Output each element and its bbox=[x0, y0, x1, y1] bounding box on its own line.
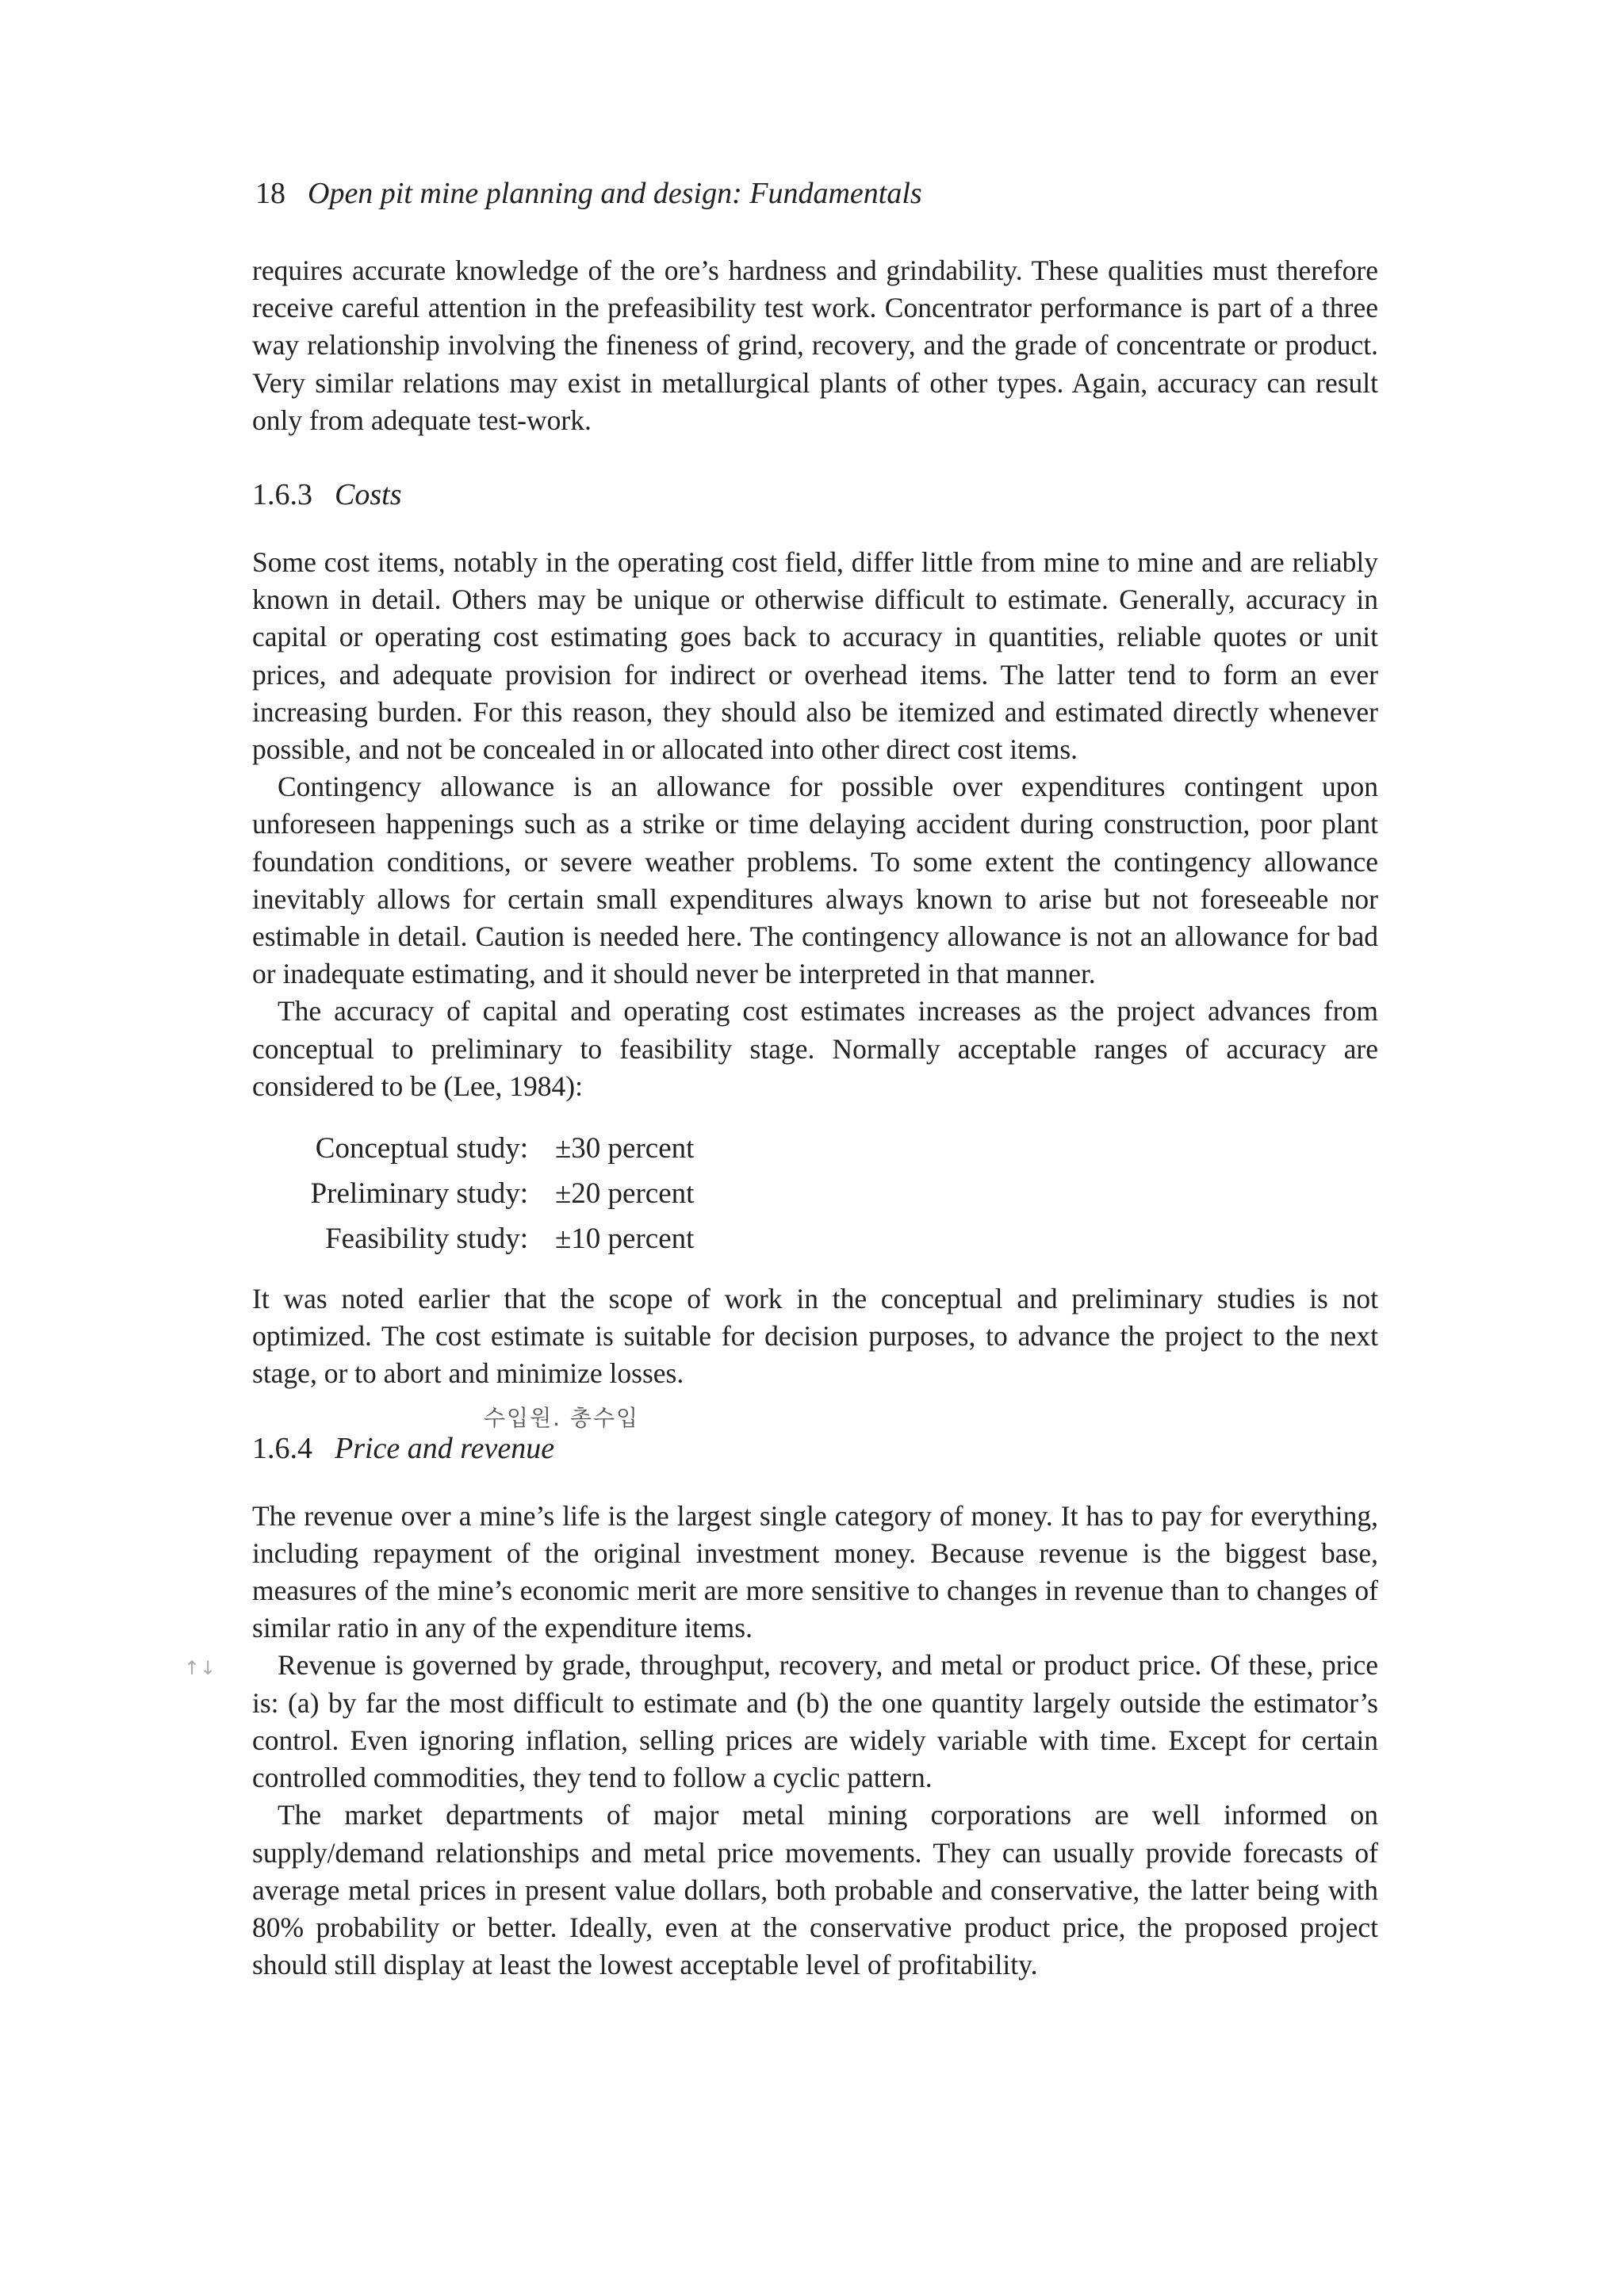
paragraph: It was noted earlier that the scope of work in the conceptual and preliminary studies is not optimized. The cost estimate is suitable for decision purposes, to advance the project to the next stage, or to abort and minimize losses. bbox=[252, 1283, 1378, 1390]
book-title: Open pit mine planning and design: Fundamentals bbox=[308, 177, 922, 210]
section-heading-costs bbox=[252, 476, 1378, 514]
accuracy-row bbox=[252, 1126, 1378, 1171]
section-title: Costs bbox=[335, 478, 402, 512]
page-number: 18 bbox=[255, 177, 285, 210]
paragraph: requires accurate knowledge of the ore’s hardness and grindability. These qualities must therefore receive careful attention in the prefeasibility test work. Concentrator performance is part of a three way relationship involving the fineness of grind, recovery, and the grade of concentrate or product. Very similar relations may exist in metallurgical plants of other types. Again, accuracy can result only from adequate test-work. bbox=[252, 254, 1378, 436]
section-number: 1.6.3 bbox=[252, 478, 312, 512]
paragraph: Some cost items, notably in the operating cost field, differ little from mine to mine and are reliably known in detail. Others may be unique or otherwise difficult to estimate. Generally, accuracy in capital or operating cost estimating goes back to accuracy in quantities, reliable quotes or unit prices, and adequate provision for indirect or overhead items. The latter tend to form an ever increasing burden. For this reason, they should also be itemized and estimated directly whenever possible, and not be concealed in or allocated into other direct cost items. bbox=[252, 546, 1378, 766]
accuracy-value: ±20 percent bbox=[555, 1177, 695, 1211]
accuracy-value: ±30 percent bbox=[555, 1132, 695, 1165]
paragraph: The accuracy of capital and operating cost estimates increases as the project advances from conceptual to preliminary to feasibility stage. Normally acceptable ranges of accuracy are considered to be (Lee, 1984): bbox=[252, 995, 1378, 1102]
handwritten-note: 수입원. 총수입 bbox=[484, 1404, 640, 1431]
body-text bbox=[252, 252, 1378, 1984]
study-label: Conceptual study: bbox=[315, 1132, 528, 1165]
margin-pencil-mark: ↑↓ bbox=[184, 1657, 216, 1679]
section-heading-price-revenue bbox=[252, 1429, 1378, 1468]
section-number: 1.6.4 bbox=[252, 1431, 312, 1465]
running-header bbox=[255, 176, 922, 211]
accuracy-row bbox=[252, 1216, 1378, 1261]
handwritten-annotation bbox=[252, 1402, 1378, 1429]
accuracy-value: ±10 percent bbox=[555, 1223, 695, 1256]
accuracy-ranges-list bbox=[252, 1126, 1378, 1261]
study-label: Preliminary study: bbox=[310, 1177, 528, 1211]
section-title: Price and revenue bbox=[335, 1431, 555, 1465]
paragraph: Contingency allowance is an allowance for possible over expenditures contingent upon unforeseen happenings such as a strike or time delaying accident during construction, poor plant foundation conditions, or severe weather problems. To some extent the contingency allowance inevitably allows for certain small expenditures always known to arise but not foreseeable nor estimable in detail. Caution is needed here. The contingency allowance is not an allowance for bad or inadequate estimating, and it should never be interpreted in that manner. bbox=[252, 771, 1378, 990]
paragraph: Revenue is governed by grade, throughput, recovery, and metal or product price. Of these, price is: (a) by far the most difficult to estimate and (b) the one quantity largely outside the estimator’s control. Even ignoring inflation, selling prices are widely variable with time. Except for certain controlled commodities, they tend to follow a cyclic pattern. bbox=[252, 1649, 1378, 1794]
paragraph: The market departments of major metal mining corporations are well informed on supply/demand relationships and metal price movements. They can usually provide forecasts of average metal prices in present value dollars, both probable and conservative, the latter being with 80% probability or better. Ideally, even at the conservative product price, the proposed project should still display at least the lowest acceptable level of profitability. bbox=[252, 1799, 1378, 1981]
study-label: Feasibility study: bbox=[325, 1223, 528, 1256]
accuracy-row bbox=[252, 1171, 1378, 1216]
paragraph: The revenue over a mine’s life is the largest single category of money. It has to pay for everything, including repayment of the original investment money. Because revenue is the biggest base, measures of the mine’s economic merit are more sensitive to changes in revenue than to changes of similar ratio in any of the expenditure items. bbox=[252, 1499, 1378, 1644]
